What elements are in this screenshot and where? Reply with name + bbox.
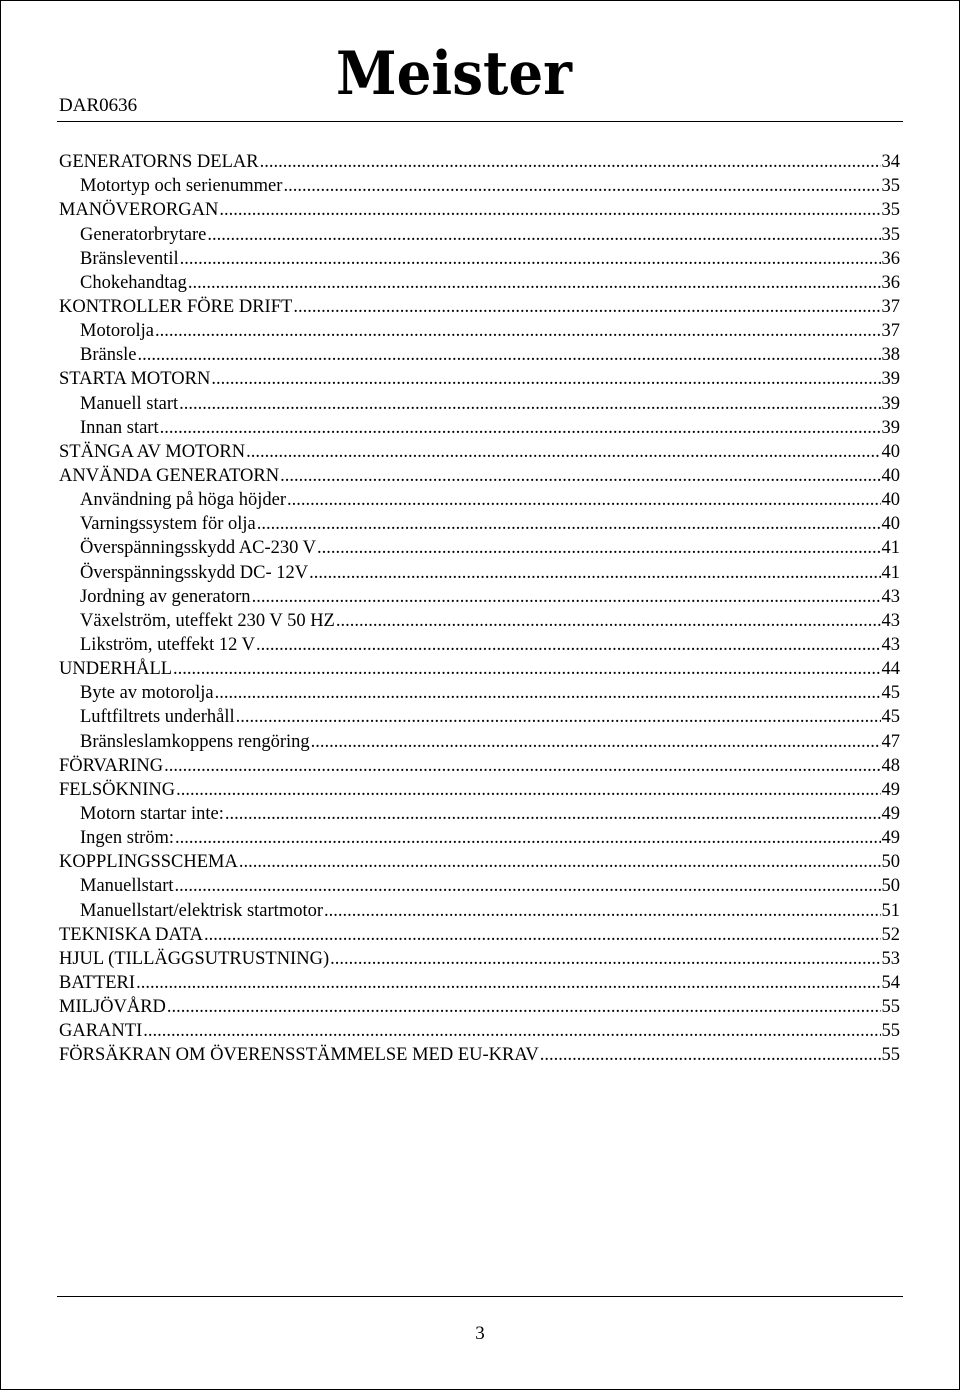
toc-entry-page: 53 [881,948,900,969]
toc-entry-title: MANÖVERORGAN [59,200,219,221]
toc-entry[interactable] [59,414,900,438]
toc-entry-title: Motorolja [80,321,154,342]
toc-entry[interactable] [59,462,900,486]
toc-dot-leader [155,321,881,341]
toc-dot-leader [236,707,881,727]
toc-entry[interactable] [59,365,900,389]
toc-entry-page: 50 [881,852,900,873]
toc-entry-page: 40 [881,490,900,511]
toc-entry-page: 35 [881,224,900,245]
toc-entry-page: 49 [881,828,900,849]
toc-entry[interactable] [59,245,900,269]
toc-entry[interactable] [59,172,900,196]
footer-rule [57,1296,903,1297]
toc-entry[interactable] [59,655,900,679]
toc-entry-page: 49 [881,803,900,824]
toc-entry-title: Växelström, uteffekt 230 V 50 HZ [80,610,335,631]
toc-entry-title: Jordning av generatorn [80,586,251,607]
toc-dot-leader [324,901,880,921]
toc-dot-leader [219,200,880,220]
toc-entry[interactable] [59,583,900,607]
toc-dot-leader [246,442,880,462]
toc-entry-title: Användning på höga höjder [80,490,287,511]
toc-entry[interactable] [59,438,900,462]
toc-entry-page: 40 [881,514,900,535]
toc-dot-leader [207,225,880,245]
toc-entry[interactable] [59,776,900,800]
toc-entry-page: 36 [881,248,900,269]
brand-logo [336,38,576,100]
toc-dot-leader [164,756,880,776]
toc-entry-page: 40 [881,441,900,462]
toc-entry-page: 36 [881,272,900,293]
toc-entry-page: 37 [881,296,900,317]
toc-entry[interactable] [59,486,900,510]
toc-entry-title: Motorn startar inte: [80,803,224,824]
toc-dot-leader [252,587,881,607]
toc-entry-title: STÄNGA AV MOTORN [59,441,246,462]
toc-dot-leader [540,1045,881,1065]
toc-entry-title: Överspänningsskydd DC- 12V [80,562,309,583]
toc-dot-leader [143,1021,880,1041]
toc-entry[interactable] [59,558,900,582]
header-rule [57,121,903,122]
toc-entry-title: MILJÖVÅRD [59,997,166,1018]
toc-entry-title: STARTA MOTORN [59,369,211,390]
toc-entry[interactable] [59,317,900,341]
toc-entry-title: ANVÄNDA GENERATORN [59,465,280,486]
toc-entry-title: Motortyp och serienummer [80,176,283,197]
toc-dot-leader [287,490,880,510]
toc-entry-page: 41 [881,562,900,583]
toc-entry-page: 51 [881,900,900,921]
toc-dot-leader [225,804,881,824]
toc-entry[interactable] [59,848,900,872]
toc-entry-title: Likström, uteffekt 12 V [80,634,256,655]
toc-entry-page: 38 [881,345,900,366]
toc-dot-leader [239,852,881,872]
toc-entry-title: Manuellstart/elektrisk startmotor [80,900,324,921]
toc-entry[interactable] [59,727,900,751]
toc-dot-leader [256,635,880,655]
toc-dot-leader [280,466,880,486]
toc-entry-page: 55 [881,997,900,1018]
toc-entry-page: 47 [881,731,900,752]
toc-entry-title: Luftfiltrets underhåll [80,707,235,728]
toc-entry[interactable] [59,800,900,824]
toc-entry-title: Överspänningsskydd AC-230 V [80,538,317,559]
toc-entry-title: GARANTI [59,1021,143,1042]
toc-dot-leader [336,611,881,631]
toc-entry-page: 48 [881,755,900,776]
toc-entry[interactable] [59,1017,900,1041]
toc-entry[interactable] [59,679,900,703]
toc-dot-leader [293,297,880,317]
toc-entry-title: Bränsleventil [80,248,179,269]
toc-entry-title: HJUL (TILLÄGGSUTRUSTNING) [59,948,330,969]
toc-dot-leader [167,997,881,1017]
toc-dot-leader [309,563,880,583]
toc-entry-title: Varningssystem för olja [80,514,256,535]
toc-entry-page: 34 [881,152,900,173]
toc-dot-leader [173,659,880,679]
toc-entry[interactable] [59,607,900,631]
toc-dot-leader [283,176,880,196]
toc-entry-title: FELSÖKNING [59,779,176,800]
toc-entry[interactable] [59,896,900,920]
toc-entry-page: 54 [881,972,900,993]
toc-dot-leader [211,369,880,389]
toc-dot-leader [215,683,881,703]
toc-entry-title: TEKNISKA DATA [59,924,203,945]
toc-entry[interactable] [59,220,900,244]
toc-entry[interactable] [59,631,900,655]
toc-entry-page: 37 [881,321,900,342]
toc-entry-title: KONTROLLER FÖRE DRIFT [59,296,293,317]
toc-entry-title: FÖRSÄKRAN OM ÖVERENSSTÄMMELSE MED EU-KRAV [59,1045,539,1066]
toc-entry-title: FÖRVARING [59,755,164,776]
toc-entry[interactable] [59,703,900,727]
toc-entry-title: Generatorbrytare [80,224,207,245]
toc-entry-page: 45 [881,683,900,704]
toc-dot-leader [188,273,881,293]
toc-entry[interactable] [59,148,900,172]
toc-dot-leader [260,152,881,172]
toc-entry[interactable] [59,389,900,413]
toc-entry[interactable] [59,945,900,969]
toc-entry-page: 39 [881,393,900,414]
toc-entry[interactable] [59,269,900,293]
toc-dot-leader [317,538,880,558]
toc-dot-leader [136,973,880,993]
toc-entry-title: BATTERI [59,972,136,993]
toc-entry-title: Byte av motorolja [80,683,214,704]
page-number: 3 [475,1323,485,1344]
toc-dot-leader [160,418,881,438]
toc-dot-leader [311,732,881,752]
toc-entry-page: 40 [881,465,900,486]
toc-entry-page: 43 [881,610,900,631]
toc-entry-page: 35 [881,200,900,221]
toc-entry-title: Manuell start [80,393,179,414]
document-code: DAR0636 [59,95,138,116]
toc-entry[interactable] [59,921,900,945]
toc-dot-leader [175,876,881,896]
toc-entry-title: Bränsle [80,345,137,366]
brand-logo-text: Meister [336,39,574,100]
toc-entry-page: 55 [881,1021,900,1042]
toc-entry[interactable] [59,993,900,1017]
toc-entry-page: 39 [881,369,900,390]
toc-entry-title: Bränsleslamkoppens rengöring [80,731,310,752]
toc-entry-page: 44 [881,659,900,680]
toc-entry-page: 43 [881,634,900,655]
toc-entry-title: GENERATORNS DELAR [59,152,259,173]
toc-dot-leader [176,780,880,800]
toc-entry[interactable] [59,534,900,558]
toc-entry-page: 39 [881,417,900,438]
toc-entry-title: Manuellstart [80,876,174,897]
toc-entry[interactable] [59,510,900,534]
toc-entry[interactable] [59,341,900,365]
toc-entry-page: 55 [881,1045,900,1066]
toc-entry-page: 45 [881,707,900,728]
toc-entry-page: 49 [881,779,900,800]
toc-entry-title: KOPPLINGSSCHEMA [59,852,238,873]
toc-dot-leader [179,394,880,414]
toc-entry[interactable] [59,969,900,993]
toc-entry-page: 43 [881,586,900,607]
toc-entry[interactable] [59,872,900,896]
toc-entry-page: 52 [881,924,900,945]
toc-entry-title: Ingen ström: [80,828,175,849]
toc-entry-title: UNDERHÅLL [59,659,173,680]
table-of-contents [59,148,900,1065]
toc-entry[interactable] [59,752,900,776]
toc-dot-leader [204,925,881,945]
toc-entry[interactable] [59,293,900,317]
toc-entry[interactable] [59,1041,900,1065]
toc-entry-page: 41 [881,538,900,559]
toc-dot-leader [330,949,880,969]
toc-entry-page: 35 [881,176,900,197]
toc-entry[interactable] [59,196,900,220]
toc-dot-leader [175,828,880,848]
toc-dot-leader [257,514,881,534]
toc-entry-title: Innan start [80,417,159,438]
toc-entry-title: Chokehandtag [80,272,187,293]
toc-dot-leader [138,345,881,365]
toc-dot-leader [180,249,881,269]
toc-entry[interactable] [59,824,900,848]
toc-entry-page: 50 [881,876,900,897]
